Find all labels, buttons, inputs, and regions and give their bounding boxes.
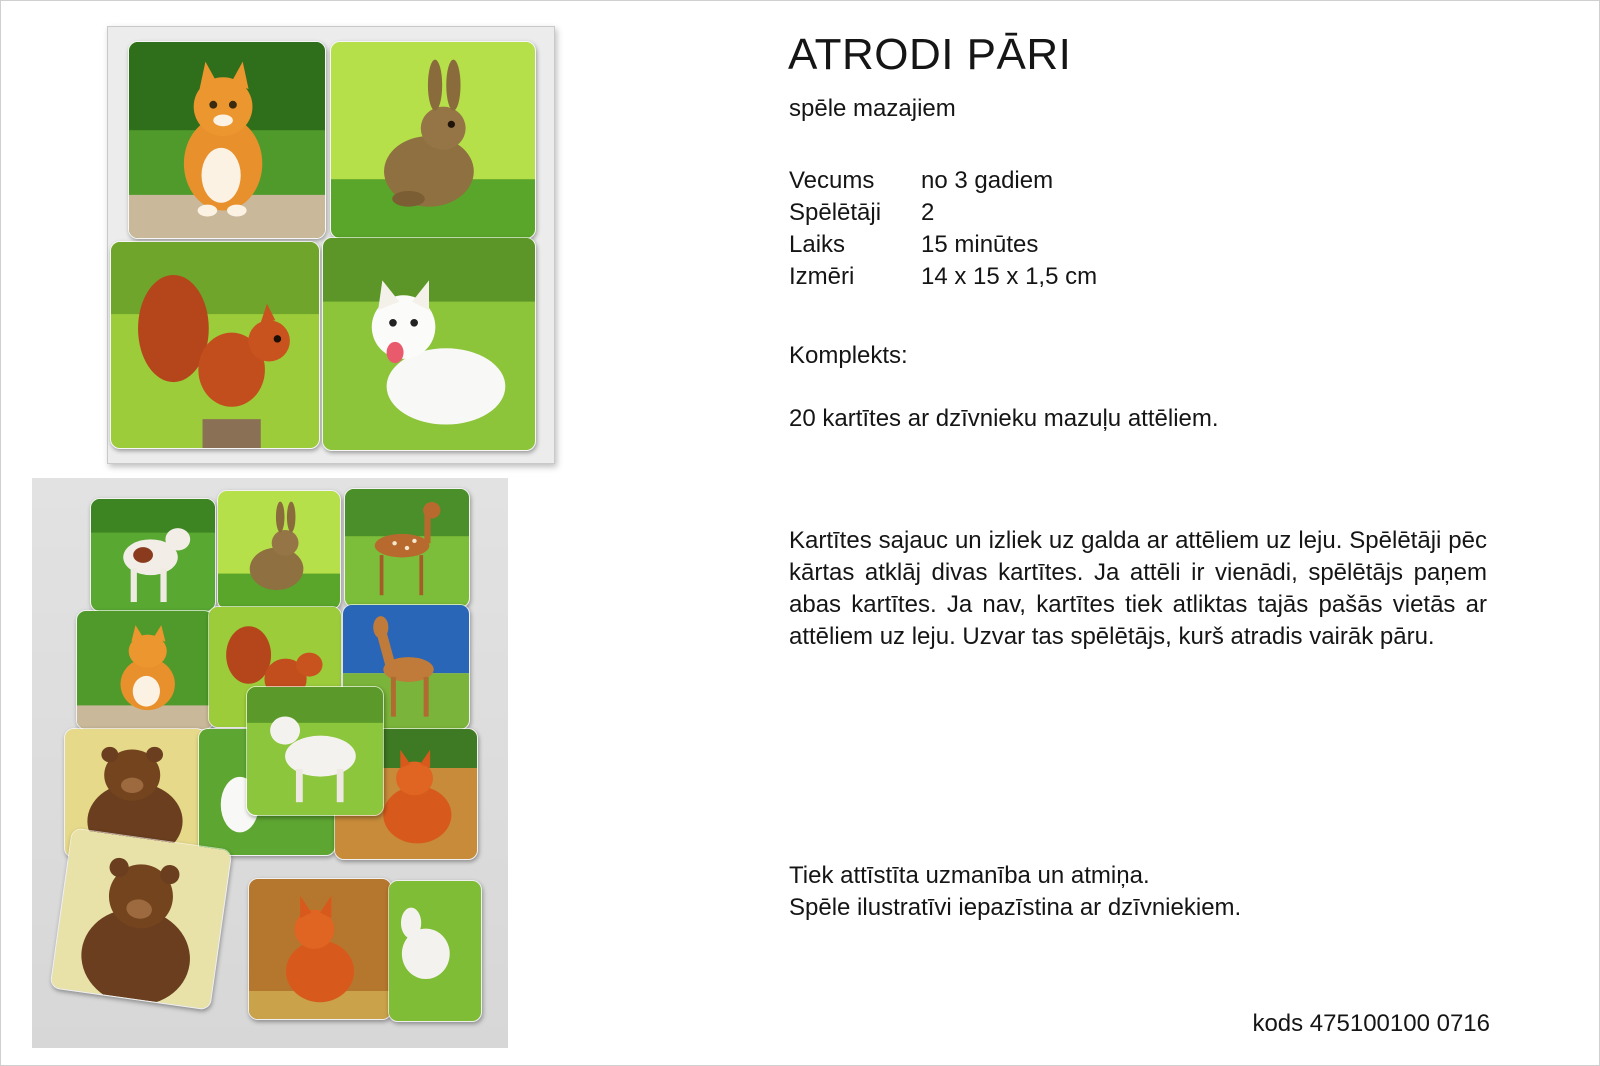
- calf-image: [91, 499, 215, 611]
- rabbit-image-2: [218, 491, 340, 609]
- spec-row-time: [789, 229, 1097, 261]
- specs-table: [789, 165, 1097, 293]
- benefit-line: Spēle ilustratīvi iepazīstina ar dzīvniekiem.: [789, 894, 1242, 921]
- product-box-photo: [107, 26, 555, 464]
- card-lamb: [246, 686, 384, 816]
- spec-row-age: [789, 165, 1097, 197]
- fox-image-2: [249, 879, 391, 1019]
- card-squirrel: [110, 241, 320, 449]
- rabbit-image: [331, 42, 535, 238]
- squirrel-image: [111, 242, 319, 448]
- lamb-image-2: [389, 881, 481, 1021]
- cards-spread-photo: [32, 478, 508, 1048]
- spec-row-players: [789, 197, 1097, 229]
- product-title: ATRODI PĀRI: [788, 30, 1072, 79]
- spec-label: Laiks: [789, 231, 846, 258]
- kitten-image: [129, 42, 325, 238]
- card-fawn: [344, 488, 470, 608]
- card-fox-2: [248, 878, 392, 1020]
- spec-row-dimensions: [789, 261, 1097, 293]
- benefits: [789, 860, 1241, 924]
- spec-value: 15 minūtes: [921, 231, 1039, 258]
- game-rules: Kartītes sajauc un izliek uz galda ar attēliem uz leju. Spēlētāji pēc kārtas atklāj divas kartītes. Ja attēli ir vienādi, spēlētājs paņem abas kartītes. Ja nav, kartītes tiek atliktas tajās pašās vietās ar attēliem uz leju. Uzvar tas spēlētājs, kurš atradis vairāk pāru.: [789, 527, 1487, 650]
- card-rabbit-2: [217, 490, 341, 610]
- spec-value: 2: [921, 199, 935, 226]
- spec-value: no 3 gadiem: [921, 167, 1054, 194]
- kit-label: Komplekts:: [789, 342, 908, 369]
- spec-value: 14 x 15 x 1,5 cm: [921, 263, 1098, 290]
- card-rabbit: [330, 41, 536, 239]
- kit-contents: 20 kartītes ar dzīvnieku mazuļu attēliem.: [789, 405, 1219, 432]
- fawn-image: [345, 489, 469, 607]
- puppy-image: [323, 238, 535, 450]
- lamb-image: [247, 687, 383, 815]
- card-white-puppy: [322, 237, 536, 451]
- card-calf: [90, 498, 216, 612]
- card-kitten-2: [76, 610, 214, 730]
- bear-image-2: [51, 829, 232, 1010]
- card-kitten: [128, 41, 326, 239]
- benefit-line: Tiek attīstīta uzmanība un atmiņa.: [789, 862, 1150, 889]
- product-subtitle: spēle mazajiem: [789, 95, 956, 122]
- product-code: kods 475100100 0716: [1252, 1010, 1490, 1037]
- spec-label: Izmēri: [789, 263, 855, 290]
- spec-label: Vecums: [789, 167, 875, 194]
- card-lamb-2: [388, 880, 482, 1022]
- kitten-image-2: [77, 611, 213, 729]
- spec-label: Spēlētāji: [789, 199, 882, 226]
- card-bear-2: [50, 828, 233, 1011]
